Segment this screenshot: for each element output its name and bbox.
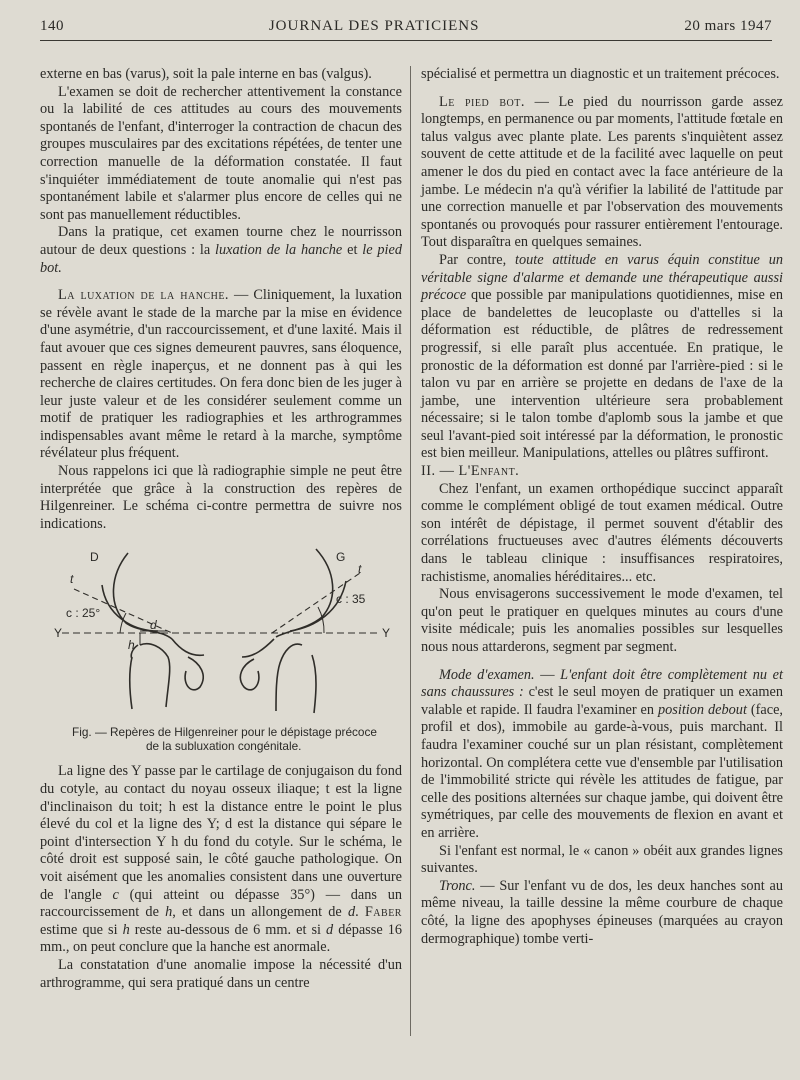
left-column <box>40 66 402 992</box>
label-d: d <box>150 618 157 633</box>
running-header <box>40 18 772 38</box>
header-rule <box>40 40 772 41</box>
label-c-left: c : 25° <box>66 606 101 621</box>
paragraph: La constatation d'une anomalie impose la nécessité d'un arthrogramme, qui sera pratiqué dans un centre <box>40 956 402 991</box>
label-D: D <box>90 550 99 565</box>
paragraph: Nous rappelons ici que là radiographie simple ne peut être interprétée que grâce à la construction des repères de Hilgenreiner. Le schéma ci-contre permettra de suivre nos indications. <box>40 463 402 532</box>
journal-title: JOURNAL DES PRATICIENS <box>268 18 480 34</box>
label-t-left: t <box>70 572 74 587</box>
paragraph-tronc: Tronc. — Sur l'enfant vu de dos, les deux hanches sont au même niveau, la taille dessine la même courbure de chaque côté, la ligne des apophyses épineuses (marquées au crayon dermographique) tombe verti- <box>421 877 783 947</box>
paragraph: externe en bas (varus), soit la pale interne en bas (valgus). <box>40 66 372 82</box>
label-t-right: t <box>358 562 362 577</box>
paragraph: La ligne des Y passe par le cartilage de conjugaison du fond du cotyle, au contact du noyau osseux iliaque; t est la ligne d'inclinaison du toit; h est la distance entre le point le plus élevé du col et la ligne des Y; d est la distance qui sépare le point d'intersection Y h du fond du cotyle. Sur le schéma, le côté droit est supposé sain, le côté gauche pathologique. On voit aisément que les anomalies consistent dans une ouverture de l'angle c (qui atteint ou dépasse 35°) — dans un raccourcissement de h, et dans un allongement de d. Faber estime que si h reste au-dessous de 6 mm. et si d dépasse 16 mm., on peut conclure que la hanche est anormale. <box>40 763 402 956</box>
paragraph: Par contre, toute attitude en varus équin constitue un véritable signe d'alarme et demande une thérapeutique aussi précoce que possible par manipulations quotidiennes, mise en place de bandelettes de leucoplaste ou d'attelles si la déformation est réductible, de plâtres de redressement progressif, si elle paraît plus accentuée. En pratique, le pronostic de la déformation est donné par l'arrière-pied : si le talon vu par en arrière se projette en dedans de l'axe de la jambe, une intervention ultérieure sera probablement nécessaire; si le talon tombe d'aplomb sous la jambe et que seul l'avant-pied soit intéressé par la déformation, le pronostic est bien meilleur. Manipulations, attelles ou plâtres suffiront. <box>421 251 783 462</box>
label-c-right: c : 35 <box>336 592 366 607</box>
section-heading: Le pied bot. <box>439 93 525 110</box>
label-Y-right: Y <box>382 626 391 641</box>
issue-date: 20 mars 1947 <box>684 18 772 34</box>
page-number: 140 <box>40 18 64 34</box>
label-h: h <box>128 638 135 653</box>
label-Y-left: Y <box>54 626 63 641</box>
paragraph: Chez l'enfant, un examen orthopédique succinct apparaît comme le complément obligé de tout examen médical. Outre son intérêt de dépistage, il permet souvent d'établir des corrélations fructueuses avec d'autres éléments découverts dans le tableau clinique : insuffisances respiratoires, rachistisme, anomalies héréditaires... etc. <box>421 480 783 585</box>
paragraph: spécialisé et permettra un diagnostic et un traitement précoces. <box>421 66 780 82</box>
paragraph-mode-examen: Mode d'examen. — L'enfant doit être complètement nu et sans chaussures : c'est le seul moyen de pratiquer un examen valable et rapide. Il faudra l'examiner en position debout (face, profil et dos), immobile au garde-à-vous, puis marchant. Il faudra l'examiner couché sur un plan résistant, complètement horizontal. On complétera cette vue d'ensemble par l'utilisation de l'immobilité stricte qui révèle les attitudes de fatigue, par celle des positions alternées sur chaque jambe, qui doivent être symétriques, par celle des mouvements de flexion en avant et en arrière. <box>421 666 783 841</box>
figure-caption: Fig. — Repères de Hilgenreiner pour le dépistage précoce de la subluxation congénitale. <box>72 725 377 754</box>
section-heading: La luxation de la hanche. <box>58 287 230 304</box>
hilgenreiner-figure <box>40 545 402 725</box>
paragraph-luxation: La luxation de la hanche. — Cliniquement, la luxation se révèle avant le stade de la marche par la mise en évidence d'une asymétrie, d'un raccourcissement, et d'une laxité. Mais il faut avouer que ces signes demeurent pauvres, sans éloquence, passent en règle inaperçus, et ne donnent pas à qui les recherche de claires certitudes. On fera donc bien de les juger à leur juste valeur et de les considérer seulement comme un motif de pratiquer les radiographies et les arthrogrammes indispensables avant même le retard à la marche, symptôme révélateur plus fréquent. <box>40 287 403 462</box>
column-separator <box>410 66 411 1036</box>
hilgenreiner-diagram <box>40 545 402 725</box>
paragraph: Nous envisagerons successivement le mode d'examen, tel qu'on peut le pratiquer en quelques minutes au cours d'une visite médicale; puis les anomalies possibles sur lesquelles nous nous attarderons, segment par segment. <box>421 586 783 655</box>
section-title: II. — L'Enfant. <box>421 463 520 480</box>
paragraph-pied-bot: Le pied bot. — Le pied du nourrisson garde assez longtemps, en permanence ou par moments, l'attitude fœtale en talus valgus avec plante plate. Les parents s'inquiètent assez souvent de cette attitude et de la facilité avec laquelle on peut amener le dos du pied en contact avec la face antérieure de la jambe. Le médecin n'a qu'à vérifier la labilité de l'attitude par une correction manuelle et par l'observation des mouvements spontanés ou provoqués pour rassurer entièrement l'entourage. Tout disparaîtra en quelques semaines. <box>421 93 783 251</box>
paragraph: L'examen se doit de rechercher attentivement la constance ou la labilité de ces attitudes au cours des mouvements spontanés de l'enfant, d'interroger la contraction de chacun des groupes musculaires par des excitations répétées, de tenter une correction manuelle de la déformation constatée. Il faut s'inquiéter immédiatement de toute anomalie qui n'est pas spontanément labile et s'alarmer plus encore de celles qui ne sont pas manuellement réductibles. <box>40 83 402 223</box>
paragraph: Si l'enfant est normal, le « canon » obéit aux grandes lignes suivantes. <box>421 842 783 877</box>
paragraph: Dans la pratique, cet examen tourne chez le nourrisson autour de deux questions : la luxation de la hanche et le pied bot. <box>40 224 403 276</box>
right-column <box>421 66 783 948</box>
label-G: G <box>336 550 346 565</box>
